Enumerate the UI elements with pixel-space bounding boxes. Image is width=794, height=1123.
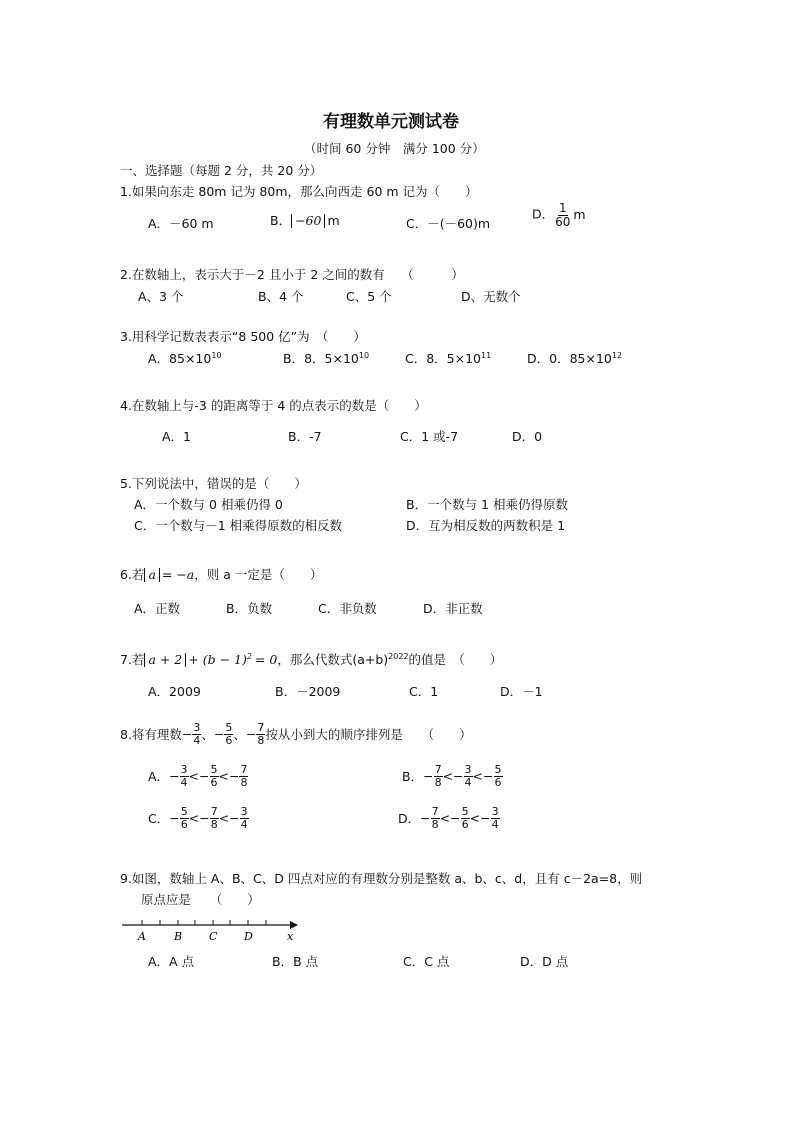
minus-sign: − bbox=[229, 810, 240, 826]
question-2-stem: 2.在数轴上，表示大于－2 且小于 2 之间的数有 （ ） bbox=[120, 267, 464, 282]
question-9-option-c: C．C 点 bbox=[403, 954, 450, 969]
question-2-option-d: D、无数个 bbox=[461, 289, 521, 304]
fraction bbox=[180, 764, 189, 788]
minus-sign: − bbox=[245, 726, 257, 742]
separator: 、 bbox=[201, 727, 214, 743]
question-7-stem bbox=[120, 650, 502, 668]
minus-sign: − bbox=[450, 810, 461, 826]
fraction-numerator: 7 bbox=[240, 763, 248, 776]
question-8-option-a bbox=[148, 764, 248, 788]
question-5-option-b: B．一个数与 1 相乘仍得原数 bbox=[406, 497, 568, 512]
fraction bbox=[239, 764, 248, 788]
fraction-denominator: 6 bbox=[210, 775, 218, 789]
equation: = 0 bbox=[254, 652, 278, 667]
question-2-option-b: B、4 个 bbox=[258, 289, 304, 304]
option-base: D．0．85×10 bbox=[527, 351, 612, 366]
fraction-denominator: 8 bbox=[257, 733, 265, 747]
point-label-c: C bbox=[209, 930, 218, 943]
stem-suffix: 按从小到大的顺序排列是 （ ） bbox=[265, 727, 472, 743]
minus-sign: − bbox=[423, 768, 434, 784]
question-9-stem-line1: 9.如图，数轴上 A、B、C、D 四点对应的有理数分别是整数 a、b、c、d，且有 c－2a=8，则 bbox=[120, 871, 643, 886]
minus-sign: − bbox=[181, 726, 193, 742]
minus-sign: − bbox=[229, 768, 240, 784]
fraction-denominator: 4 bbox=[464, 775, 472, 789]
axis-end-label: x bbox=[287, 930, 294, 943]
stem-prefix: 6.若 bbox=[120, 567, 145, 582]
point-label-a: A bbox=[138, 930, 146, 943]
less-than: < bbox=[188, 810, 200, 826]
fraction-numerator: 3 bbox=[180, 763, 188, 776]
fraction-denominator: 6 bbox=[461, 817, 469, 831]
question-3-stem: 3.用科学记数表表示“8 500 亿”为 （ ） bbox=[120, 329, 366, 344]
section-heading: 一、选择题（每题 2 分，共 20 分） bbox=[120, 163, 323, 178]
question-4-option-b: B．-7 bbox=[288, 429, 322, 444]
equation: = −a bbox=[161, 567, 195, 582]
fraction-numerator: 7 bbox=[210, 805, 218, 818]
option-exponent: 11 bbox=[481, 350, 492, 360]
minus-sign: − bbox=[420, 810, 431, 826]
option-d-label: D． bbox=[532, 206, 555, 222]
question-9-option-a: A．A 点 bbox=[148, 954, 195, 969]
abs-value: a bbox=[144, 568, 159, 582]
stem-tail: 的值是 （ ） bbox=[408, 652, 503, 667]
fraction-denominator: 8 bbox=[434, 775, 442, 789]
point-label-d: D bbox=[244, 930, 253, 943]
option-b-label: B． bbox=[270, 213, 292, 228]
option-b-unit: m bbox=[327, 213, 340, 228]
less-than: < bbox=[469, 810, 481, 826]
fraction bbox=[554, 202, 571, 228]
abs-value: −60 bbox=[291, 214, 325, 228]
question-9-stem-line2: 原点应是 （ ） bbox=[141, 892, 260, 907]
question-2-option-a: A、3 个 bbox=[138, 289, 184, 304]
question-7-option-a: A．2009 bbox=[148, 684, 201, 699]
fraction-denominator: 4 bbox=[180, 775, 188, 789]
question-1-option-b bbox=[270, 211, 340, 229]
fraction bbox=[431, 806, 440, 830]
question-1-option-a: A．－60 m bbox=[148, 216, 214, 231]
fraction-numerator: 5 bbox=[461, 805, 469, 818]
question-5-stem: 5.下列说法中，错误的是（ ） bbox=[120, 476, 307, 491]
fraction-numerator: 5 bbox=[180, 805, 188, 818]
question-5-option-d: D．互为相反数的两数积是 1 bbox=[406, 518, 566, 533]
question-4-option-a: A．1 bbox=[162, 429, 192, 444]
fraction-denominator: 4 bbox=[491, 817, 499, 831]
fraction-numerator: 3 bbox=[240, 805, 248, 818]
question-4-option-d: D．0 bbox=[512, 429, 543, 444]
fraction-numerator: 1 bbox=[558, 201, 567, 215]
squared-term: + (b − 1) bbox=[188, 652, 247, 667]
less-than: < bbox=[188, 768, 200, 784]
question-3-option-b bbox=[283, 349, 369, 367]
fraction bbox=[461, 806, 470, 830]
minus-sign: − bbox=[483, 768, 494, 784]
question-4-option-c: C．1 或-7 bbox=[400, 429, 459, 444]
stem-suffix: ，则 a 一定是（ ） bbox=[194, 567, 323, 582]
fraction bbox=[464, 764, 473, 788]
fraction-numerator: 3 bbox=[464, 763, 472, 776]
fraction-denominator: 6 bbox=[225, 733, 233, 747]
less-than: < bbox=[218, 768, 229, 784]
option-base: C．8．5×10 bbox=[405, 351, 482, 366]
option-label: D． bbox=[398, 811, 421, 827]
question-1-stem: 1.如果向东走 80m 记为 80m，那么向西走 60 m 记为（ ） bbox=[120, 184, 478, 199]
option-exponent: 10 bbox=[211, 350, 222, 360]
question-8-option-d bbox=[398, 806, 500, 830]
fraction-numerator: 3 bbox=[491, 805, 499, 818]
option-exponent: 12 bbox=[611, 350, 623, 360]
number-line-figure bbox=[118, 916, 303, 944]
question-8-option-c bbox=[148, 806, 249, 830]
question-7-option-d: D．－1 bbox=[500, 684, 543, 699]
fraction bbox=[434, 764, 443, 788]
question-1-option-d bbox=[532, 202, 586, 228]
fraction-denominator: 6 bbox=[494, 775, 502, 789]
power-exponent: 2022 bbox=[388, 651, 409, 661]
fraction-denominator: 4 bbox=[193, 733, 201, 747]
question-6-option-c: C．非负数 bbox=[318, 601, 377, 616]
fraction-numerator: 7 bbox=[257, 721, 265, 734]
stem-prefix: 7.若 bbox=[120, 652, 145, 667]
fraction-numerator: 7 bbox=[431, 805, 439, 818]
question-6-stem bbox=[120, 565, 322, 583]
question-8-stem bbox=[120, 722, 472, 746]
question-6-option-d: D．非正数 bbox=[423, 601, 483, 616]
option-label: B． bbox=[402, 769, 424, 785]
fraction-numerator: 3 bbox=[193, 721, 201, 734]
option-d-unit: m bbox=[573, 206, 586, 222]
question-7-option-b: B．－2009 bbox=[275, 684, 341, 699]
fraction bbox=[240, 806, 249, 830]
separator: 、 bbox=[233, 727, 246, 743]
question-3-option-c bbox=[405, 349, 491, 367]
question-5-option-a: A．一个数与 0 相乘仍得 0 bbox=[134, 497, 283, 512]
fraction-denominator: 8 bbox=[210, 817, 218, 831]
fraction-denominator: 6 bbox=[180, 817, 188, 831]
abs-value: a + 2 bbox=[144, 653, 186, 667]
minus-sign: − bbox=[169, 810, 180, 826]
minus-sign: − bbox=[169, 768, 180, 784]
page-title: 有理数单元测试卷 bbox=[323, 112, 459, 132]
question-3-option-d bbox=[527, 349, 622, 367]
stem-prefix: 8.将有理数 bbox=[120, 727, 182, 743]
fraction-numerator: 5 bbox=[494, 763, 502, 776]
fraction-numerator: 7 bbox=[434, 763, 442, 776]
fraction-denominator: 8 bbox=[431, 817, 439, 831]
option-base: A．85×10 bbox=[148, 351, 212, 366]
question-6-option-a: A．正数 bbox=[134, 601, 181, 616]
fraction bbox=[210, 764, 219, 788]
question-5-option-c: C．一个数与－1 相乘得原数的相反数 bbox=[134, 518, 343, 533]
question-9-option-b: B．B 点 bbox=[272, 954, 319, 969]
fraction-denominator: 8 bbox=[240, 775, 248, 789]
option-label: C． bbox=[148, 811, 170, 827]
minus-sign: − bbox=[480, 810, 491, 826]
less-than: < bbox=[218, 810, 230, 826]
question-3-option-a bbox=[148, 349, 222, 367]
less-than: < bbox=[439, 810, 451, 826]
fraction bbox=[494, 764, 503, 788]
fraction bbox=[210, 806, 219, 830]
less-than: < bbox=[442, 768, 454, 784]
fraction bbox=[180, 806, 189, 830]
question-4-stem: 4.在数轴上与-3 的距离等于 4 的点表示的数是（ ） bbox=[120, 398, 427, 413]
question-9-option-d: D．D 点 bbox=[520, 954, 569, 969]
minus-sign: − bbox=[453, 768, 464, 784]
page-subtitle: （时间 60 分钟 满分 100 分） bbox=[304, 141, 485, 156]
fraction-numerator: 5 bbox=[210, 763, 218, 776]
less-than: < bbox=[472, 768, 484, 784]
fraction-denominator: 4 bbox=[240, 817, 248, 831]
question-8-option-b bbox=[402, 764, 503, 788]
arrow-head-icon bbox=[290, 921, 298, 929]
fraction-numerator: 5 bbox=[225, 721, 233, 734]
square-exponent: 2 bbox=[246, 651, 252, 661]
point-label-b: B bbox=[174, 930, 183, 943]
stem-suffix: ，那么代数式(a+b) bbox=[277, 652, 389, 667]
option-label: A． bbox=[148, 769, 170, 785]
fraction-denominator: 60 bbox=[555, 214, 571, 229]
option-exponent: 10 bbox=[358, 350, 370, 360]
minus-sign: − bbox=[199, 768, 210, 784]
fraction bbox=[491, 806, 500, 830]
option-base: B．8．5×10 bbox=[283, 351, 359, 366]
minus-sign: − bbox=[213, 726, 225, 742]
minus-sign: − bbox=[199, 810, 210, 826]
question-1-option-c: C．－(－60)m bbox=[406, 216, 491, 231]
question-6-option-b: B．负数 bbox=[226, 601, 273, 616]
question-2-option-c: C、5 个 bbox=[346, 289, 392, 304]
question-7-option-c: C．1 bbox=[409, 684, 439, 699]
